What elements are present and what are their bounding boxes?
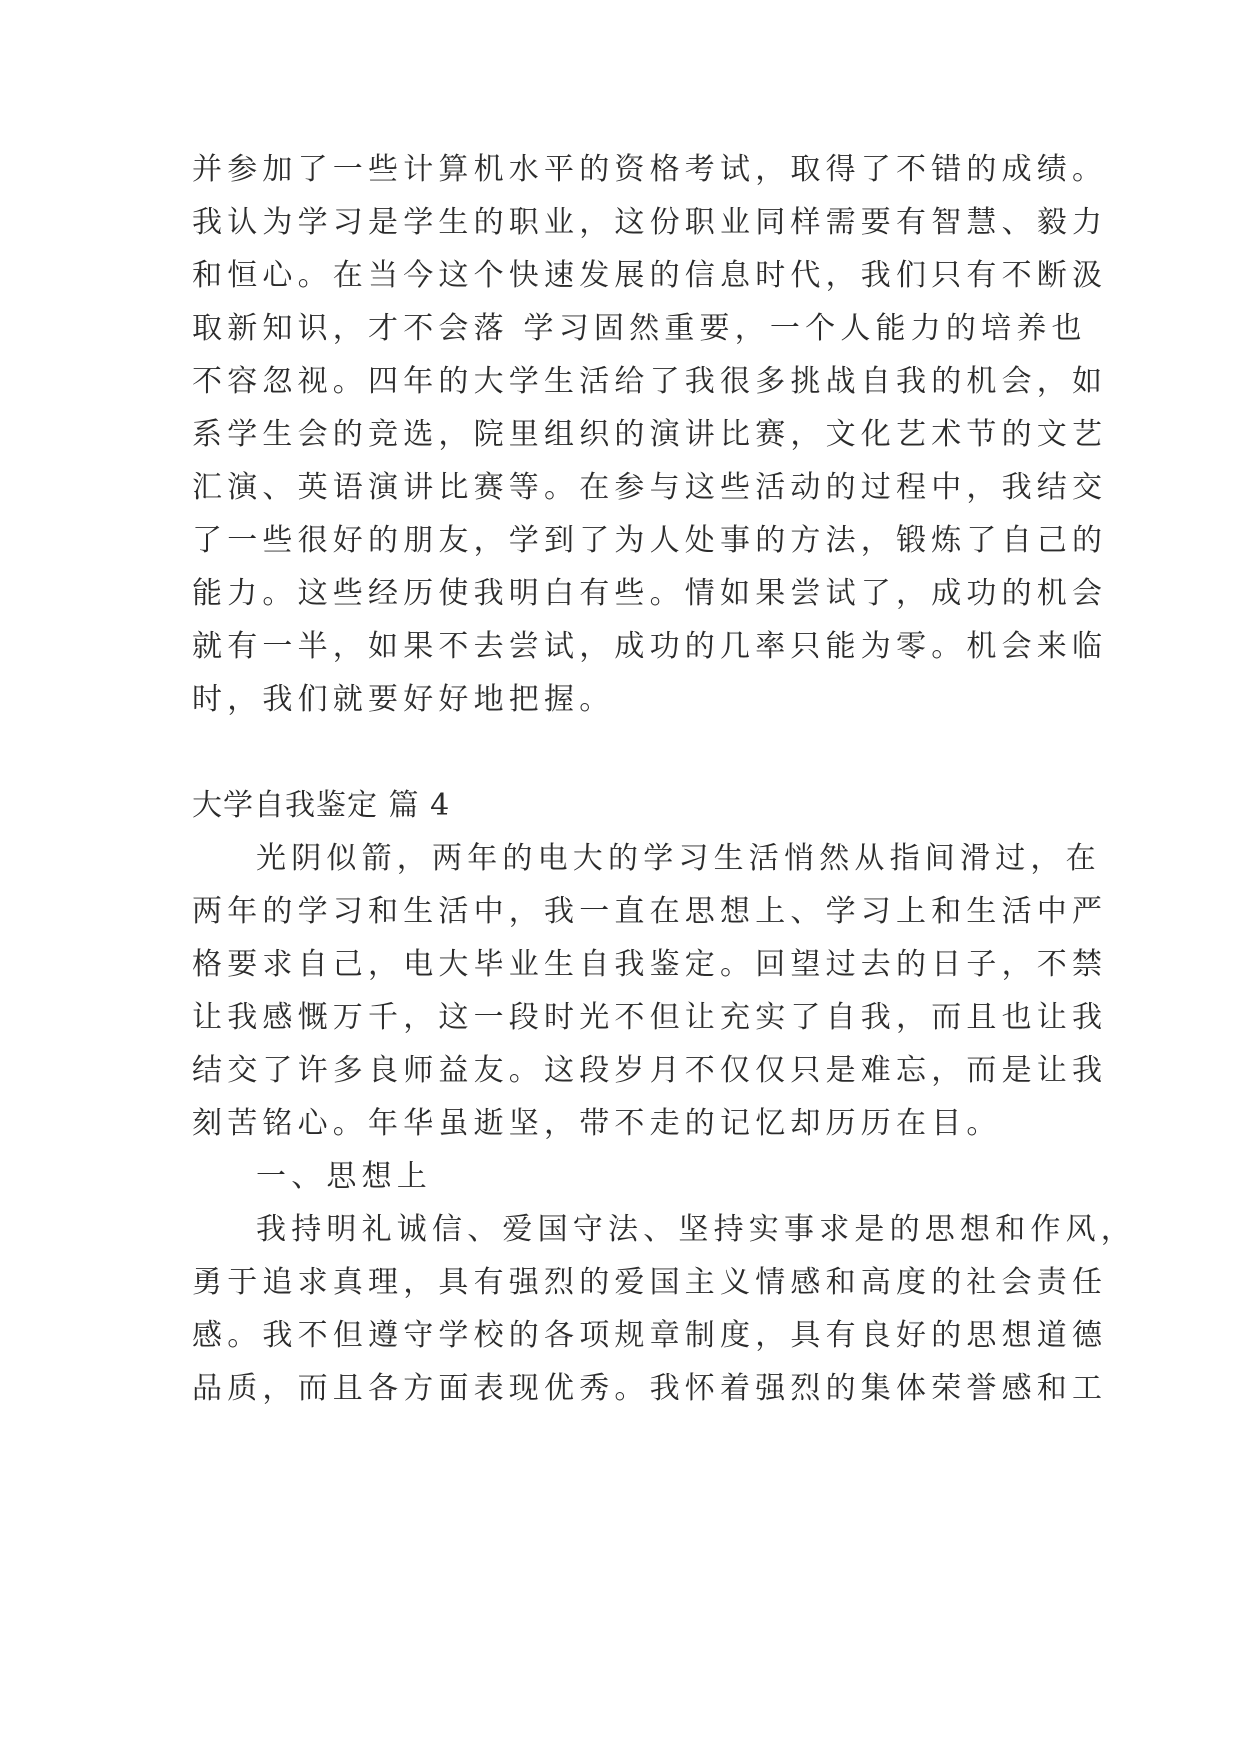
paragraph-line: 我持明礼诚信、爱国守法、坚持实事求是的思想和作风，: [256, 1212, 1136, 1247]
paragraph-line: 两年的学习和生活中，我一直在思想上、学习上和生活中严: [192, 894, 1108, 929]
paragraph-line: 和恒心。在当今这个快速发展的信息时代，我们只有不断汲: [192, 258, 1108, 293]
paragraph-line: 格要求自己，电大毕业生自我鉴定。回望过去的日子，不禁: [192, 947, 1108, 982]
paragraph-line: 系学生会的竞选，院里组织的演讲比赛，文化艺术节的文艺: [192, 417, 1108, 452]
paragraph-line: 并参加了一些计算机水平的资格考试，取得了不错的成绩。: [192, 152, 1108, 187]
paragraph-line: 就有一半，如果不去尝试，成功的几率只能为零。机会来临: [192, 629, 1108, 664]
paragraph-line: 取新知识，才不会落 学习固然重要，一个人能力的培养也: [192, 311, 1087, 346]
paragraph-line: 时，我们就要好好地把握。: [192, 682, 615, 717]
paragraph-line: 感。我不但遵守学校的各项规章制度，具有良好的思想道德: [192, 1318, 1108, 1353]
paragraph-line: 结交了许多良师益友。这段岁月不仅仅只是难忘，而是让我: [192, 1053, 1108, 1088]
paragraph-line: 刻苦铭心。年华虽逝坚，带不走的记忆却历历在目。: [192, 1106, 1002, 1141]
paragraph-line: 汇演、英语演讲比赛等。在参与这些活动的过程中，我结交: [192, 470, 1108, 505]
paragraph-line: 能力。这些经历使我明白有些。情如果尝试了，成功的机会: [192, 576, 1108, 611]
subsection-heading: 一、思想上: [256, 1159, 432, 1194]
paragraph-line: 让我感慨万千，这一段时光不但让充实了自我，而且也让我: [192, 1000, 1108, 1035]
paragraph-line: 了一些很好的朋友，学到了为人处事的方法，锻炼了自己的: [192, 523, 1108, 558]
paragraph-line: 品质，而且各方面表现优秀。我怀着强烈的集体荣誉感和工: [192, 1371, 1108, 1406]
section-title: 大学自我鉴定 篇 4: [192, 788, 451, 823]
paragraph-line: 勇于追求真理，具有强烈的爱国主义情感和高度的社会责任: [192, 1265, 1108, 1300]
paragraph-line: 我认为学习是学生的职业，这份职业同样需要有智慧、毅力: [192, 205, 1108, 240]
paragraph-line: 不容忽视。四年的大学生活给了我很多挑战自我的机会，如: [192, 364, 1108, 399]
paragraph-line: 光阴似箭，两年的电大的学习生活悄然从指间滑过，在: [256, 841, 1101, 876]
